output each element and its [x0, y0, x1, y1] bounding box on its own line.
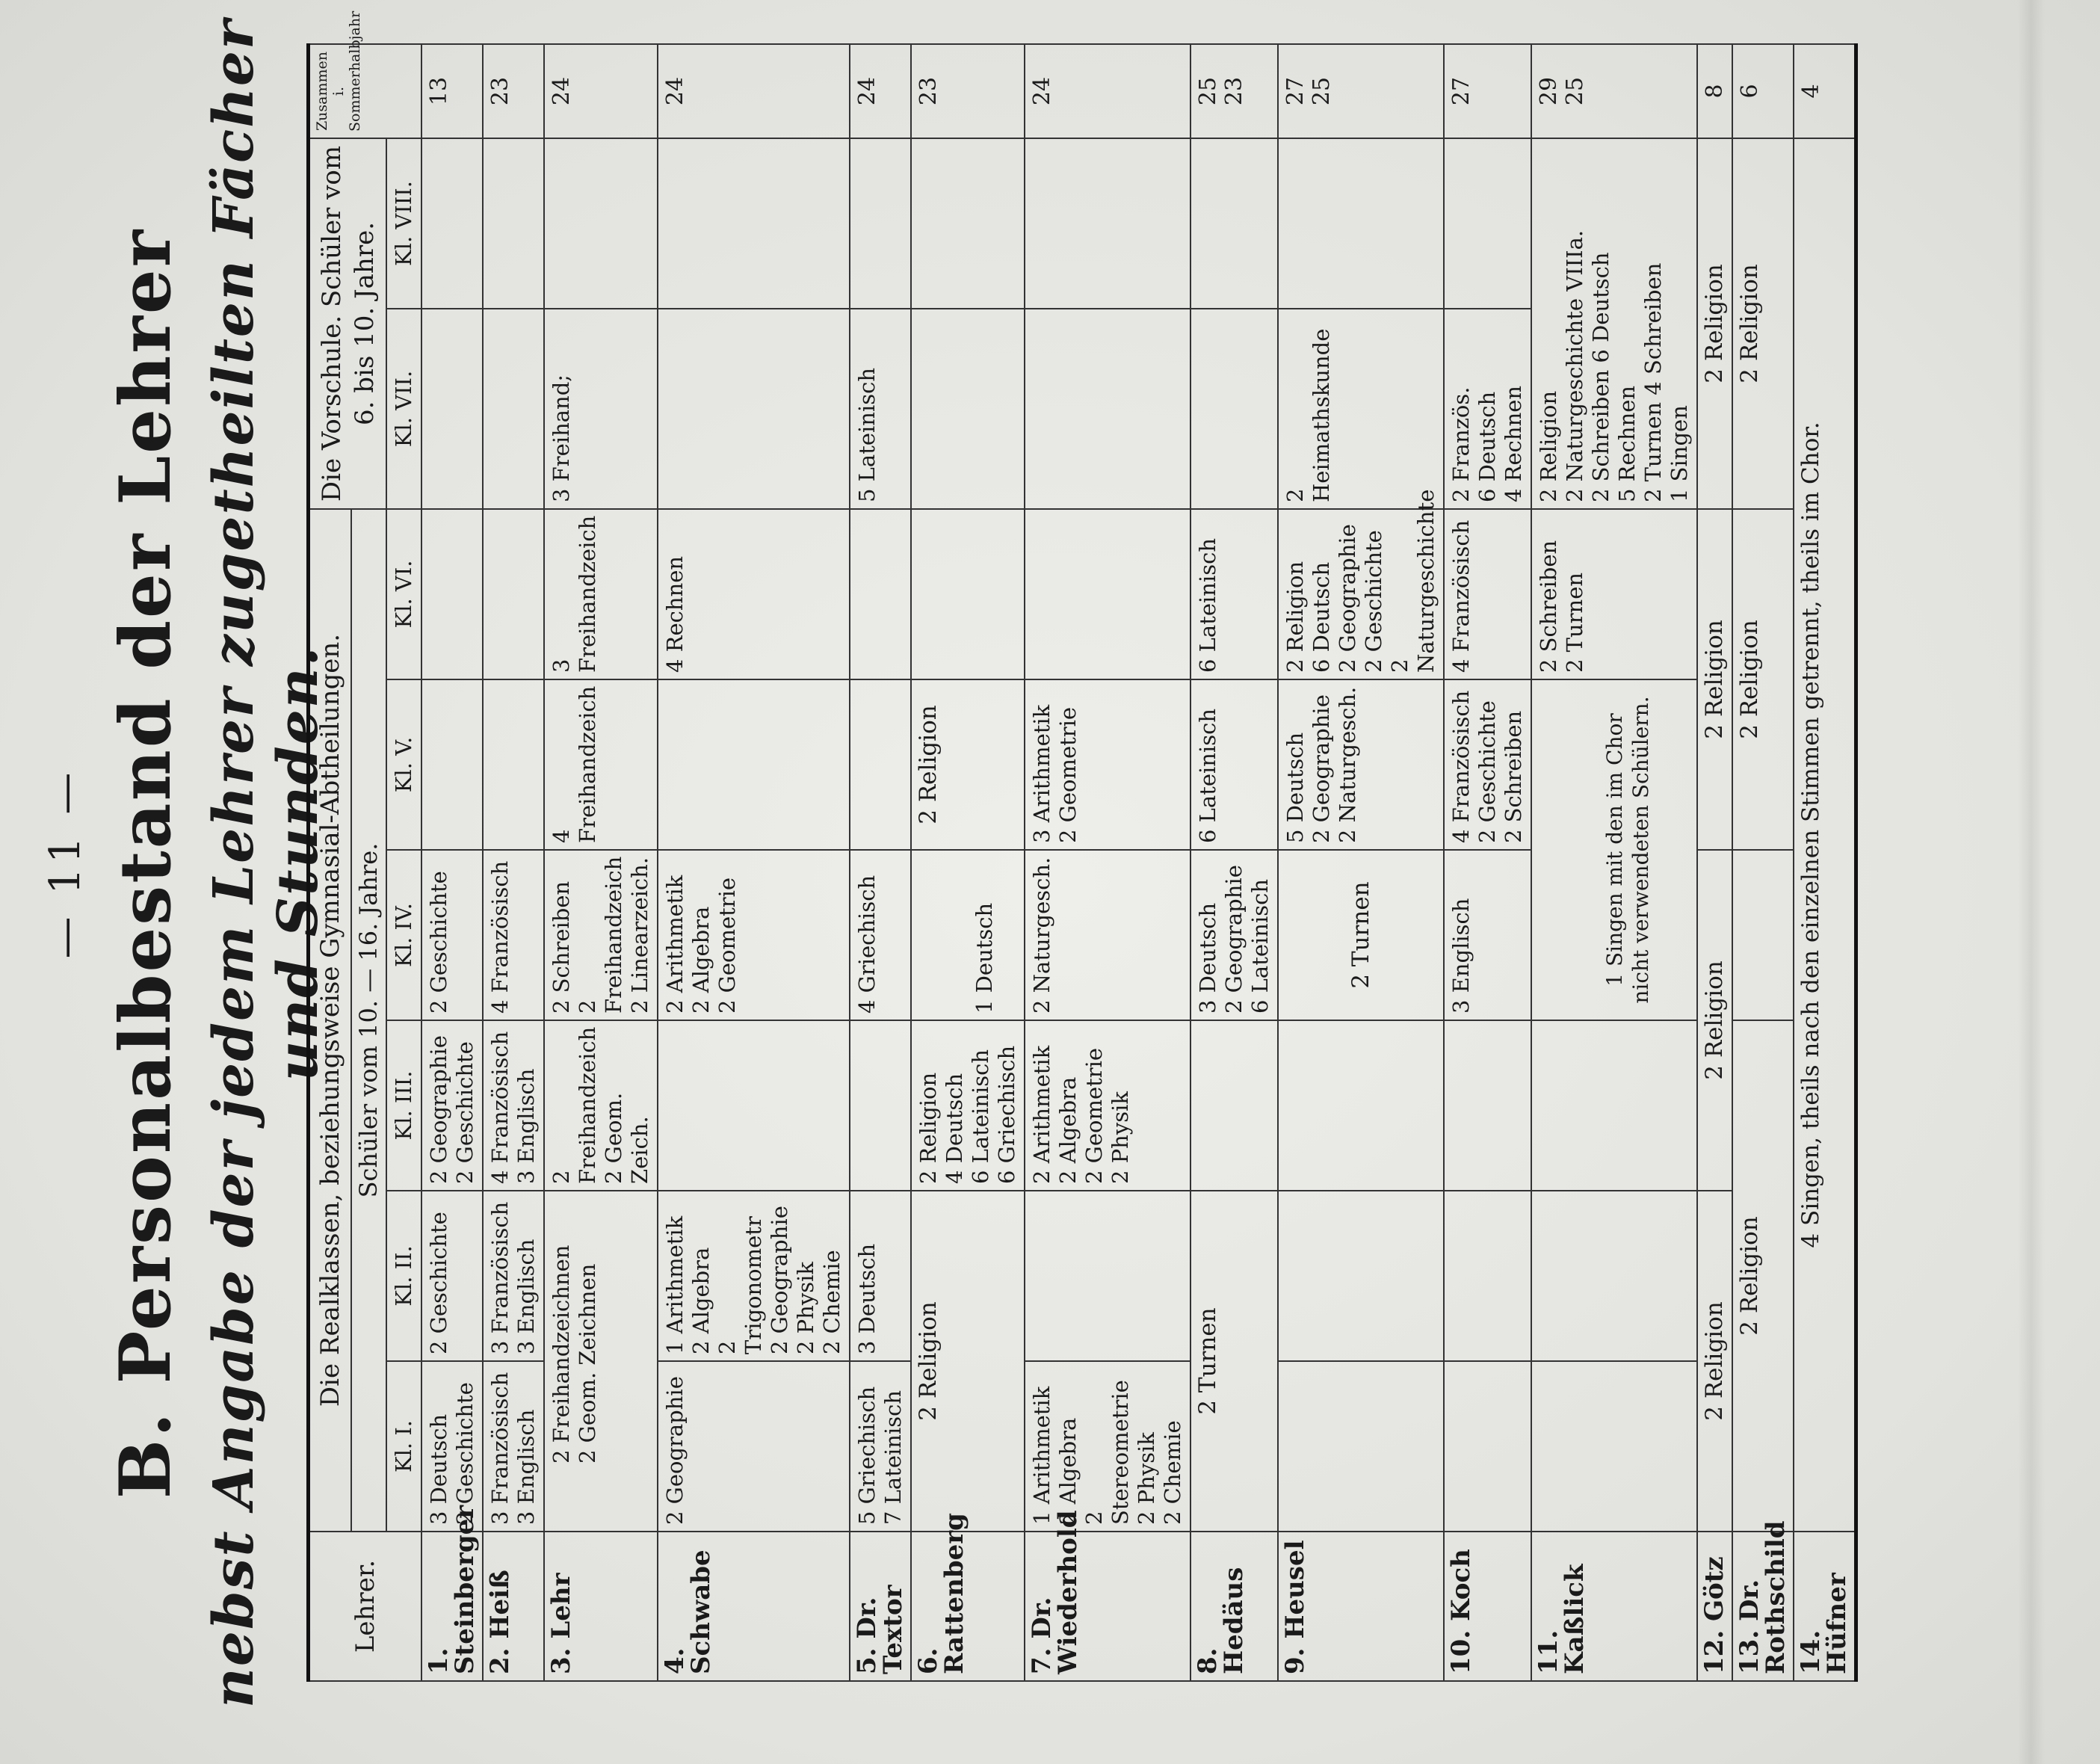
cell-kl5 [483, 679, 544, 850]
cell-kl5 [850, 679, 911, 850]
cell-kl1: 3 Deutsch 2 Geschichte [421, 1361, 483, 1532]
cell-sum: 23 [911, 44, 1025, 138]
teacher-name: 5. Dr. Textor [850, 1532, 911, 1681]
cell-kl5-kl6: 2 Religion [1697, 509, 1732, 850]
page-title: B. Personalbestand der Lehrer [105, 227, 187, 1499]
cell-kl2: 3 Deutsch [850, 1191, 911, 1361]
cell-kl5: 4 Französisch 2 Geschichte 2 Schreiben [1444, 679, 1531, 850]
cell-kl7 [911, 309, 1025, 509]
teacher-name: 4. Schwabe [658, 1532, 850, 1681]
header-kl8: Kl. VIII. [386, 138, 421, 309]
cell-kl4 [1732, 850, 1794, 1020]
cell-kl3: 2 Arithmetik 2 Algebra 2 Geometrie 2 Physik [1025, 1020, 1190, 1191]
cell-kl8 [544, 138, 658, 309]
cell-sum: 24 [1025, 44, 1190, 138]
cell-kl1-kl2-turnen: 2 Turnen [1190, 1191, 1278, 1532]
header-lehrer: Lehrer. [309, 1532, 422, 1681]
cell-kl1-kl2: 2 Religion [1697, 1191, 1732, 1532]
table-row [421, 44, 483, 1681]
cell-kl1-kl3: 2 Religion [1732, 1020, 1794, 1532]
table-row [911, 44, 1025, 1681]
cell-kl6: 4 Rechnen [658, 509, 850, 679]
cell-sum: 24 [658, 44, 850, 138]
cell-sum: 23 [483, 44, 544, 138]
cell-kl7-kl8: 2 Religion [1697, 138, 1732, 509]
cell-kl5: 6 Lateinisch [1190, 679, 1278, 850]
table-row [1794, 44, 1856, 1681]
cell-kl5 [658, 679, 850, 850]
cell-kl4: 1 Deutsch [911, 850, 1025, 1020]
cell-sum: 27 [1444, 44, 1531, 138]
cell-kl8 [658, 138, 850, 309]
cell-kl7 [1025, 309, 1190, 509]
cell-sum: 6 [1732, 44, 1794, 138]
cell-kl5-kl6: 2 Religion [1732, 509, 1794, 850]
cell-kl8 [483, 138, 544, 309]
cell-kl6 [421, 509, 483, 679]
cell-kl4: 3 Deutsch 2 Geographie 6 Lateinisch [1190, 850, 1278, 1020]
teacher-name: 3. Lehr [544, 1532, 658, 1681]
cell-kl1: 3 Französisch 3 Englisch [483, 1361, 544, 1532]
cell-kl7: 3 Freihand; [544, 309, 658, 509]
teacher-name: 7. Dr. Wiederhold [1025, 1532, 1190, 1681]
cell-kl1 [1531, 1361, 1697, 1532]
cell-kl2: 3 Französisch 3 Englisch [483, 1191, 544, 1361]
teacher-name: 11. Kaßlick [1531, 1532, 1697, 1681]
header-kl5: Kl. V. [386, 679, 421, 850]
cell-kl1: 2 Freihandzeichnen 2 Geom. Zeichnen [544, 1191, 658, 1532]
cell-kl1 [1278, 1361, 1444, 1532]
header-zusammen: Zusammen i. Sommerhalbjahr [309, 44, 422, 138]
cell-sum: 25 23 [1190, 44, 1278, 138]
cell-kl7 [421, 309, 483, 509]
table-row [1278, 44, 1444, 1681]
table-row [1732, 44, 1794, 1681]
teacher-name: 9. Heusel [1278, 1532, 1444, 1681]
cell-kl7-kl8: 2 Religion 2 Naturgeschichte VIIIa. 2 Schreiben 6 Deutsch 5 Rechnen 2 Turnen 4 Schreiben 1 Singen [1531, 138, 1697, 509]
cell-kl6: 4 Französisch [1444, 509, 1531, 679]
cell-kl6: 2 Schreiben 2 Turnen [1531, 509, 1697, 679]
cell-kl7 [1190, 309, 1278, 509]
cell-kl2 [1278, 1191, 1444, 1361]
cell-singen-all: 4 Singen, theils nach den einzelnen Stimmen getrennt, theils im Chor. [1794, 138, 1856, 1532]
cell-kl4-turnen: 2 Turnen [1278, 850, 1444, 1020]
table-row [658, 44, 850, 1681]
teacher-name: 2. Heiß [483, 1532, 544, 1681]
page-number: — 11 — [41, 768, 90, 959]
table-row [483, 44, 544, 1681]
header-vorschule: Die Vorschule. Schüler vom 6. bis 10. Jahre. [309, 138, 387, 509]
cell-kl4-kl5-religion: 2 Religion [911, 679, 1025, 850]
cell-kl3-kl4: 2 Religion [1697, 850, 1732, 1191]
page-subtitle: nebst Angabe der jedem Lehrer zugetheilten Fächer und Stunden. [202, 19, 330, 1708]
cell-kl4: 4 Französisch [483, 850, 544, 1020]
header-kl7: Kl. VII. [386, 309, 421, 509]
cell-kl5: 3 Arithmetik 2 Geometrie [1025, 679, 1190, 850]
cell-kl6: 3 Freihandzeich [544, 509, 658, 679]
table-row [1190, 44, 1278, 1681]
cell-kl3 [1190, 1020, 1278, 1191]
cell-kl3 [1444, 1020, 1531, 1191]
cell-kl5: 5 Deutsch 2 Geographie 2 Naturgesch. [1278, 679, 1444, 850]
cell-kl1 [1444, 1361, 1531, 1532]
cell-kl5: 4 Freihandzeich [544, 679, 658, 850]
cell-kl8 [1025, 138, 1190, 309]
cell-kl2 [1531, 1191, 1697, 1361]
cell-kl3 [658, 1020, 850, 1191]
cell-kl7: 2 Heimathskunde [1278, 309, 1444, 509]
teacher-name: 1. Steinberger [421, 1532, 483, 1681]
cell-kl1: 1 Arithmetik 2 Algebra 2 Stereometrie 2 Physik 2 Chemie [1025, 1361, 1190, 1532]
cell-kl2: 2 Geschichte [421, 1191, 483, 1361]
cell-kl1-kl2: 2 Religion [911, 1191, 1025, 1532]
teacher-name: 14. Hüfner [1794, 1532, 1856, 1681]
cell-kl8 [850, 138, 911, 309]
cell-sum: 24 [850, 44, 911, 138]
cell-kl8 [421, 138, 483, 309]
cell-sum: 4 [1794, 44, 1856, 138]
cell-kl4: 4 Griechisch [850, 850, 911, 1020]
cell-kl4: 2 Naturgesch. [1025, 850, 1190, 1020]
cell-kl7 [658, 309, 850, 509]
cell-kl5 [421, 679, 483, 850]
header-realklassen-age: Schüler vom 10. — 16. Jahre. [351, 509, 386, 1532]
header-kl2: Kl. II. [386, 1191, 421, 1361]
cell-kl6 [911, 509, 1025, 679]
cell-kl6: 2 Religion 6 Deutsch 2 Geographie 2 Geschichte 2 Naturgeschichte [1278, 509, 1444, 679]
cell-kl3: 4 Französisch 3 Englisch [483, 1020, 544, 1191]
kasslick-singen-note [1531, 679, 1697, 1020]
header-realklassen: Die Realklassen, beziehungsweise Gymnasial-Abtheilungen. [309, 509, 352, 1532]
teacher-table [306, 10, 1858, 1682]
cell-kl3: 2 Religion 4 Deutsch 6 Lateinisch 6 Griechisch [911, 1020, 1025, 1191]
cell-kl8 [1190, 138, 1278, 309]
teacher-name: 6. Rattenberg [911, 1532, 1025, 1681]
header-kl3: Kl. III. [386, 1020, 421, 1191]
cell-kl6 [483, 509, 544, 679]
cell-kl1: 2 Geographie [658, 1361, 850, 1532]
cell-kl7: 5 Lateinisch [850, 309, 911, 509]
table-row [544, 44, 658, 1681]
cell-kl6 [850, 509, 911, 679]
cell-kl3: 2 Freihandzeich 2 Geom. Zeich. [544, 1020, 658, 1191]
cell-sum: 27 25 [1278, 44, 1444, 138]
cell-kl2 [1444, 1191, 1531, 1361]
cell-kl4: 2 Schreiben 2 Freihandzeich 2 Linearzeich. [544, 850, 658, 1020]
cell-kl7 [483, 309, 544, 509]
cell-kl3: 2 Geographie 2 Geschichte [421, 1020, 483, 1191]
table-row [1025, 44, 1190, 1681]
table-row [1444, 44, 1531, 1681]
cell-kl6: 6 Lateinisch [1190, 509, 1278, 679]
cell-kl3 [850, 1020, 911, 1191]
cell-sum: 8 [1697, 44, 1732, 138]
table-row [1531, 44, 1697, 1681]
cell-kl6 [1025, 509, 1190, 679]
cell-kl8 [1444, 138, 1531, 309]
table-row [850, 44, 911, 1681]
cell-kl4: 2 Geschichte [421, 850, 483, 1020]
cell-kl8 [1278, 138, 1444, 309]
header-row-groups [309, 44, 352, 1681]
kasslick-note-text: 1 Singen mit den im Chor nicht verwendeten Schülern. [1602, 696, 1653, 1004]
header-kl1: Kl. I. [386, 1361, 421, 1532]
teacher-name: 8. Hedäus [1190, 1532, 1278, 1681]
cell-kl8 [911, 138, 1025, 309]
cell-kl4: 3 Englisch [1444, 850, 1531, 1020]
cell-kl2 [1025, 1191, 1190, 1361]
cell-kl1: 5 Griechisch 7 Lateinisch [850, 1361, 911, 1532]
header-kl6: Kl. VI. [386, 509, 421, 679]
cell-kl2: 1 Arithmetik 2 Algebra 2 Trigonometr 2 Geographie 2 Physik 2 Chemie [658, 1191, 850, 1361]
cell-sum: 24 [544, 44, 658, 138]
cell-sum: 13 [421, 44, 483, 138]
cell-kl4: 2 Arithmetik 2 Algebra 2 Geometrie [658, 850, 850, 1020]
teacher-name: 10. Koch [1444, 1532, 1531, 1681]
cell-kl7-kl8: 2 Religion [1732, 138, 1794, 509]
header-row-classes [386, 44, 421, 1681]
teacher-name: 12. Götz [1697, 1532, 1732, 1681]
cell-kl7: 2 Französ. 6 Deutsch 4 Rechnen [1444, 309, 1531, 509]
cell-kl3 [1278, 1020, 1444, 1191]
teacher-name: 13. Dr. Rothschild [1732, 1532, 1794, 1681]
table-row [1697, 44, 1732, 1681]
cell-kl3 [1531, 1020, 1697, 1191]
cell-sum: 29 25 [1531, 44, 1697, 138]
header-kl4: Kl. IV. [386, 850, 421, 1020]
